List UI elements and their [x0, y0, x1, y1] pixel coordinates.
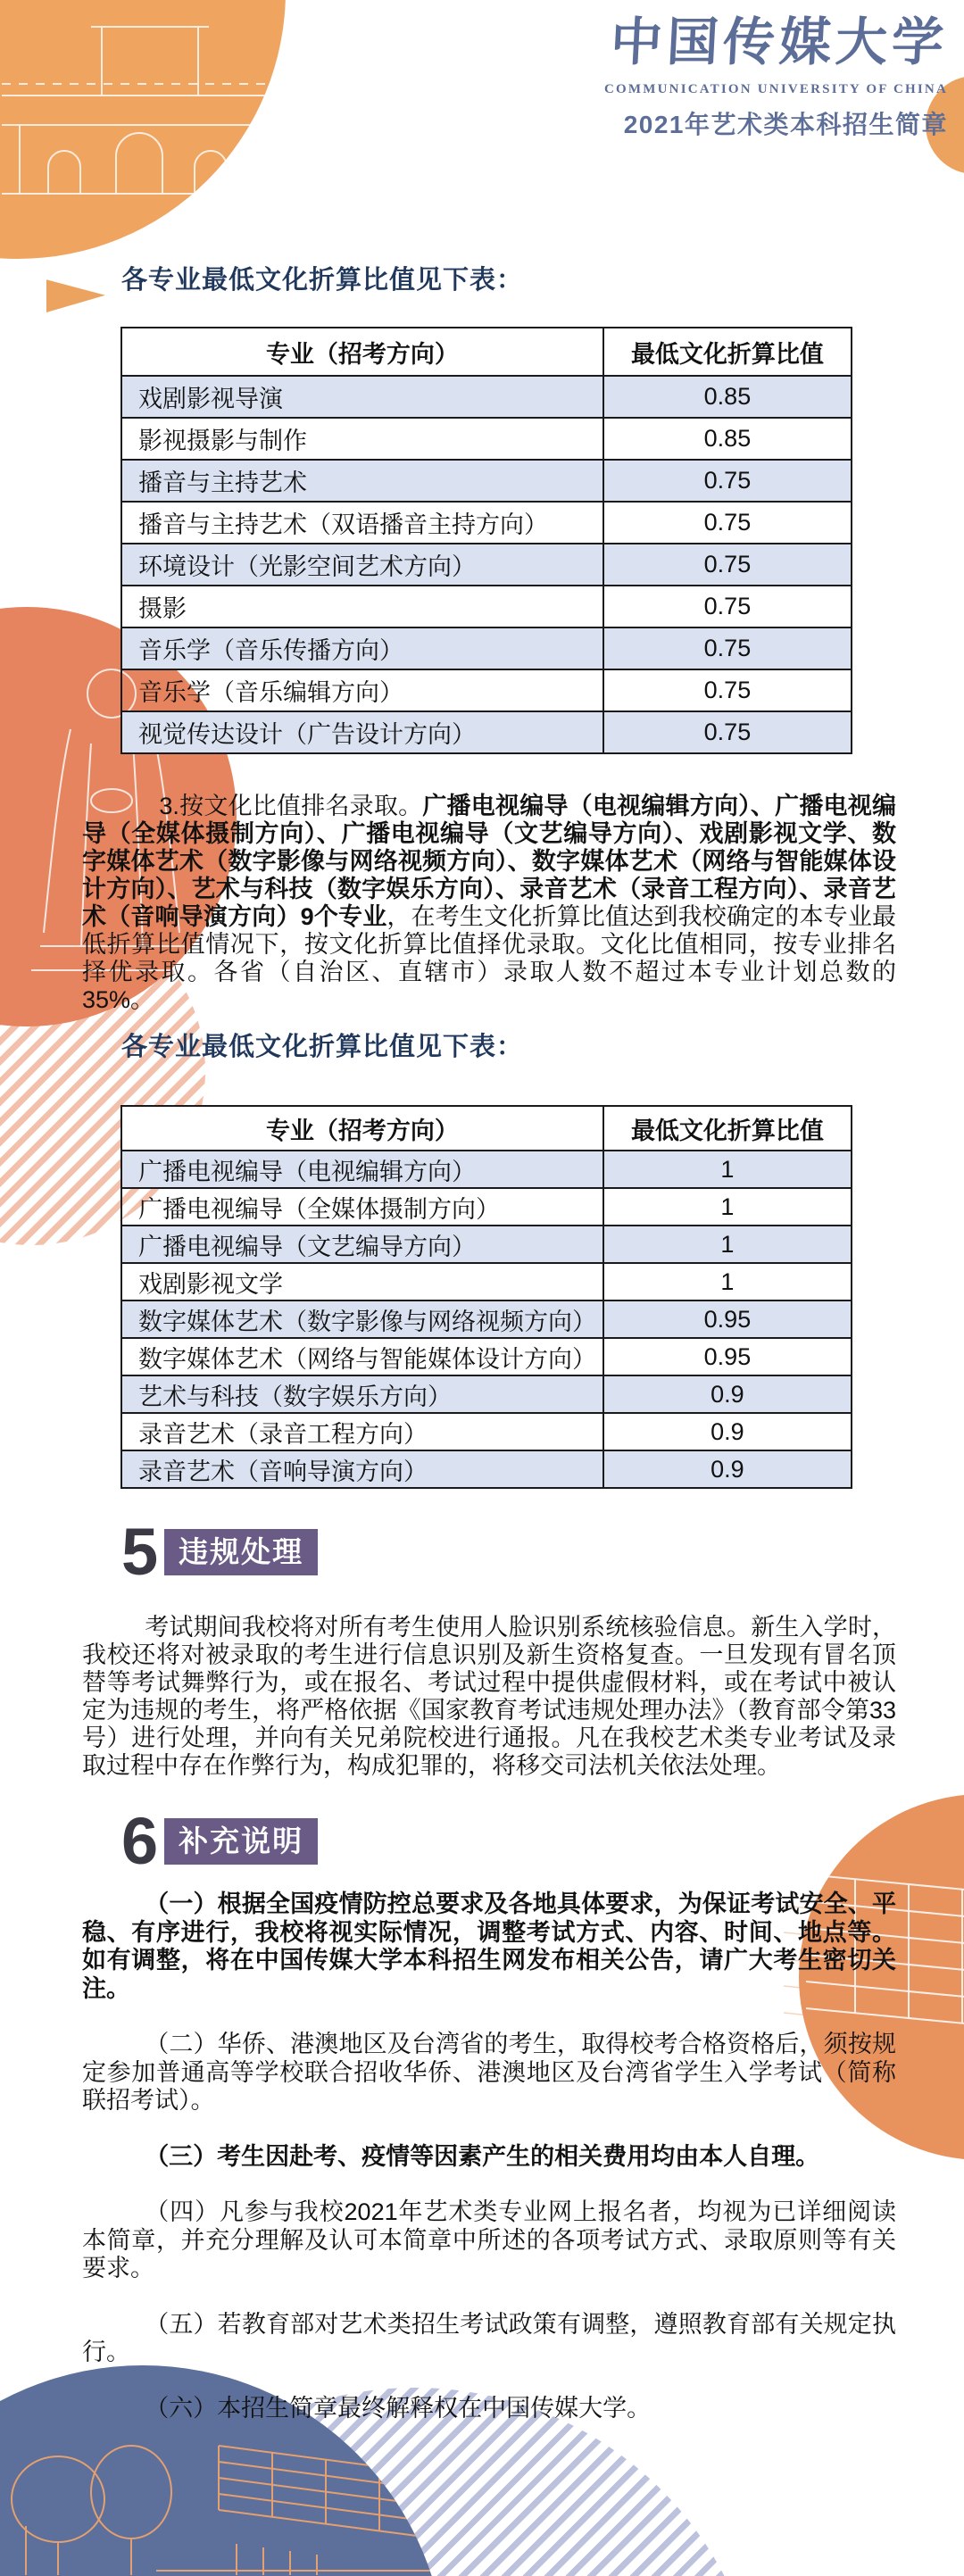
column-header-ratio: 最低文化折算比值: [603, 1106, 852, 1151]
table-header-row: [121, 1106, 852, 1151]
table-row: 广播电视编导（电视编辑方向） 1: [121, 1151, 852, 1188]
table-row: 影视摄影与制作 0.85: [121, 418, 852, 460]
supplement-item-1: （一）根据全国疫情防控总要求及各地具体要求，为保证考试安全、平稳、有序进行，我校将视实际情况，调整考试方式、内容、时间、地点等。如有调整，将在中国传媒大学本科招生网发布相关公告，请广大考生密切关注。: [82, 1890, 896, 2002]
column-header-major: 专业（招考方向）: [121, 328, 603, 376]
section-5-body: 考试期间我校将对所有考生使用人脸识别系统核验信息。新生入学时，我校还将对被录取的考生进行信息识别及新生资格复查。一旦发现有冒名顶替等考试舞弊行为，或在报名、考试过程中提供虚假材料，或在考试中被认定为违规的考生，将严格依据《国家教育考试违规处理办法》（教育部令第33号）进行处理，并向有关兄弟院校进行通报。凡在我校艺术类专业考试及录取过程中存在作弊行为，构成犯罪的，将移交司法机关依法处理。: [82, 1614, 896, 1779]
university-name-english: COMMUNICATION UNIVERSITY OF CHINA: [604, 82, 948, 96]
section-6-items: [82, 1890, 896, 2450]
ratio-table-2-heading: 各专业最低文化折算比值见下表：: [121, 1033, 524, 1061]
table-row: 播音与主持艺术（双语播音主持方向） 0.75: [121, 502, 852, 544]
section-6-header: [121, 1804, 318, 1878]
section-6-number: 6: [121, 1804, 159, 1878]
ratio-table-1: [120, 327, 852, 754]
table-row: 环境设计（光影空间艺术方向） 0.75: [121, 544, 852, 586]
rule-majors-list: 广播电视编导（电视编辑方向）、广播电视编导（全媒体摄制方向）、广播电视编导（文艺编导方向）、戏剧影视文学、数字媒体艺术（数字影像与网络视频方向）、数字媒体艺术（网络与智能媒体设计方向）、艺术与科技（数字娱乐方向）、录音艺术（录音工程方向）、录音艺术（音响导演方向）9个专业: [82, 793, 896, 930]
table-row: 录音艺术（录音工程方向） 0.9: [121, 1413, 852, 1450]
table-row: 数字媒体艺术（数字影像与网络视频方向） 0.95: [121, 1300, 852, 1338]
section-5-header: [121, 1515, 318, 1589]
section-5-title-badge: 违规处理: [164, 1529, 318, 1575]
admission-rule-paragraph: [82, 793, 896, 1014]
column-header-ratio: 最低文化折算比值: [603, 328, 852, 376]
supplement-item-2: （二）华侨、港澳地区及台湾省的考生，取得校考合格资格后，须按规定参加普通高等学校联合招收华侨、港澳地区及台湾省学生入学考试（简称联招考试）。: [82, 2031, 896, 2114]
supplement-item-3: （三）考生因赴考、疫情等因素产生的相关费用均由本人自理。: [145, 2142, 820, 2170]
table-row: 艺术与科技（数字娱乐方向） 0.9: [121, 1375, 852, 1413]
table-header-row: [121, 328, 852, 376]
table-row: 广播电视编导（全媒体摄制方向） 1: [121, 1188, 852, 1226]
table-row: 戏剧影视文学 1: [121, 1263, 852, 1300]
table-row: 录音艺术（音响导演方向） 0.9: [121, 1450, 852, 1488]
rule-prefix: 3.按文化比值排名录取。: [159, 793, 423, 819]
table-row: 音乐学（音乐传播方向） 0.75: [121, 627, 852, 669]
ratio-table-2: [120, 1105, 852, 1489]
column-header-major: 专业（招考方向）: [121, 1106, 603, 1151]
table-row: 摄影 0.75: [121, 586, 852, 627]
university-name-calligraphy: 中国传媒大学: [609, 13, 950, 71]
table-row: 广播电视编导（文艺编导方向） 1: [121, 1226, 852, 1263]
section-6-title-badge: 补充说明: [164, 1818, 318, 1865]
section-5-number: 5: [121, 1515, 159, 1589]
table-row: 播音与主持艺术 0.75: [121, 460, 852, 502]
table-row: 音乐学（音乐编辑方向） 0.75: [121, 669, 852, 711]
rule-rest: ，在考生文化折算比值达到我校确定的本专业最低折算比值情况下，按文化折算比值择优录取。文化比值相同，按专业排名择优录取。各省（自治区、直辖市）录取人数不超过本专业计划总数的35%。: [82, 903, 897, 1013]
ratio-table-1-heading: 各专业最低文化折算比值见下表：: [121, 266, 524, 295]
brochure-title: 2021年艺术类本科招生简章: [623, 111, 948, 138]
supplement-item-5: （五）若教育部对艺术类招生考试政策有调整，遵照教育部有关规定执行。: [82, 2310, 896, 2365]
table-row: 戏剧影视导演 0.85: [121, 376, 852, 418]
supplement-item-4: （四）凡参与我校2021年艺术类专业网上报名者，均视为已详细阅读本简章，并充分理解及认可本简章中所述的各项考试方式、录取原则等有关要求。: [82, 2198, 896, 2281]
table-row: 视觉传达设计（广告设计方向） 0.75: [121, 711, 852, 753]
table-row: 数字媒体艺术（网络与智能媒体设计方向） 0.95: [121, 1338, 852, 1375]
supplement-item-6: （六）本招生简章最终解释权在中国传媒大学。: [145, 2394, 652, 2422]
